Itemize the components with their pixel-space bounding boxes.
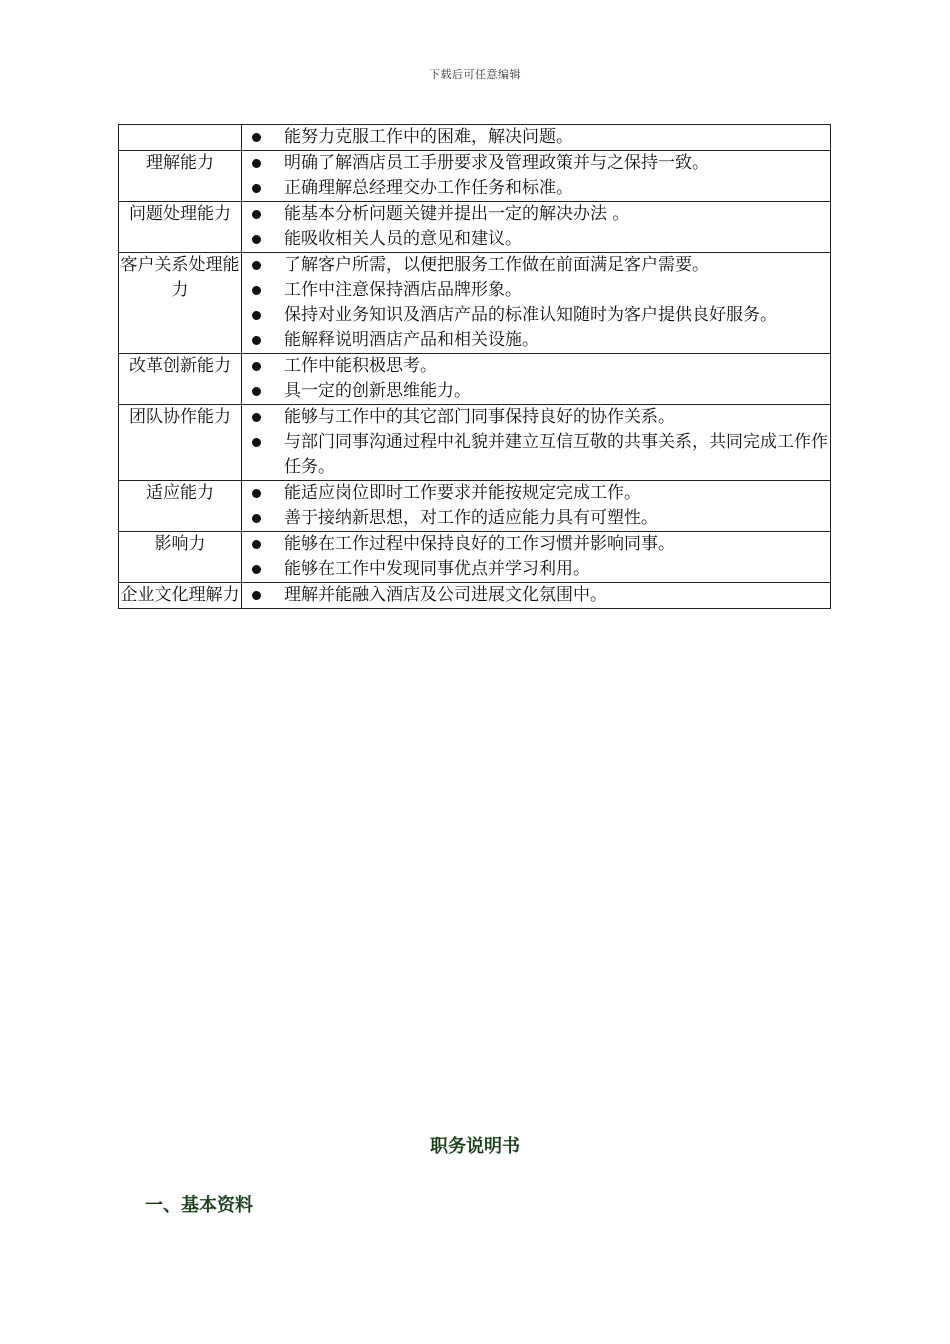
bullet-icon	[252, 362, 261, 371]
bullet-icon	[252, 413, 261, 422]
bullet-list	[242, 405, 830, 480]
bullet-icon	[252, 438, 261, 447]
competency-row	[119, 583, 831, 609]
competency-items	[242, 125, 831, 151]
competency-label: 理解能力	[119, 151, 242, 202]
competency-row	[119, 125, 831, 151]
list-item-text: 能吸收相关人员的意见和建议。	[284, 229, 522, 249]
competency-row	[119, 481, 831, 532]
bullet-list	[242, 583, 830, 608]
bullet-icon	[252, 159, 261, 168]
competency-items	[242, 151, 831, 202]
bullet-list	[242, 253, 830, 353]
list-item-text: 具一定的创新思维能力。	[284, 381, 471, 401]
competency-items	[242, 405, 831, 481]
list-item	[242, 405, 830, 430]
list-item	[242, 125, 830, 150]
list-item	[242, 557, 830, 582]
bullet-icon	[252, 489, 261, 498]
bullet-icon	[252, 514, 261, 523]
competency-items	[242, 481, 831, 532]
list-item-text: 工作中注意保持酒店品牌形象。	[284, 280, 522, 300]
competency-label: 客户关系处理能力	[119, 253, 242, 354]
list-item	[242, 328, 830, 353]
list-item	[242, 227, 830, 252]
competency-items	[242, 202, 831, 253]
header-note: 下载后可任意编辑	[429, 68, 521, 81]
bullet-icon	[252, 133, 261, 142]
bullet-icon	[252, 565, 261, 574]
competency-label: 改革创新能力	[119, 354, 242, 405]
bullet-icon	[252, 540, 261, 549]
competency-row	[119, 354, 831, 405]
competency-items	[242, 583, 831, 609]
list-item-text: 明确了解酒店员工手册要求及管理政策并与之保持一致。	[284, 153, 709, 173]
list-item	[242, 379, 830, 404]
bullet-list	[242, 532, 830, 582]
list-item	[242, 176, 830, 201]
bullet-icon	[252, 336, 261, 345]
list-item	[242, 481, 830, 506]
list-item-text: 能够与工作中的其它部门同事保持良好的协作关系。	[284, 407, 675, 427]
competency-label: 适应能力	[119, 481, 242, 532]
list-item-text: 能基本分析问题关键并提出一定的解决办法 。	[284, 204, 630, 224]
list-item	[242, 253, 830, 278]
bullet-list	[242, 354, 830, 404]
competency-label: 团队协作能力	[119, 405, 242, 481]
list-item-text: 理解并能融入酒店及公司进展文化氛围中。	[284, 585, 607, 605]
list-item-text: 正确理解总经理交办工作任务和标准。	[284, 178, 573, 198]
list-item	[242, 278, 830, 303]
bullet-icon	[252, 261, 261, 270]
list-item	[242, 202, 830, 227]
list-item	[242, 532, 830, 557]
bullet-list	[242, 151, 830, 201]
list-item	[242, 303, 830, 328]
list-item	[242, 151, 830, 176]
bullet-icon	[252, 387, 261, 396]
list-item-text: 善于接纳新思想，对工作的适应能力具有可塑性。	[284, 508, 658, 528]
list-item-text: 能解释说明酒店产品和相关设施。	[284, 330, 539, 350]
bullet-icon	[252, 286, 261, 295]
list-item-text: 了解客户所需，以便把服务工作做在前面满足客户需要。	[284, 255, 709, 275]
list-item-text: 工作中能积极思考。	[284, 356, 437, 376]
bullet-list	[242, 481, 830, 531]
competency-label: 问题处理能力	[119, 202, 242, 253]
list-item-text: 能够在工作过程中保持良好的工作习惯并影响同事。	[284, 534, 675, 554]
competency-row	[119, 202, 831, 253]
section-heading: 一、基本资料	[145, 1195, 253, 1216]
competency-row	[119, 151, 831, 202]
bullet-icon	[252, 235, 261, 244]
bullet-list	[242, 202, 830, 252]
list-item-text: 保持对业务知识及酒店产品的标准认知随时为客户提供良好服务。	[284, 305, 777, 325]
list-item-text: 与部门同事沟通过程中礼貌并建立互信互敬的共事关系，共同完成工作作任务。	[284, 432, 828, 477]
bullet-icon	[252, 210, 261, 219]
competency-row	[119, 253, 831, 354]
competency-row	[119, 532, 831, 583]
document-title: 职务说明书	[430, 1136, 520, 1157]
list-item	[242, 354, 830, 379]
competency-label: 影响力	[119, 532, 242, 583]
bullet-icon	[252, 591, 261, 600]
competency-items	[242, 532, 831, 583]
competency-label	[119, 125, 242, 151]
bullet-icon	[252, 311, 261, 320]
bullet-list	[242, 125, 830, 150]
competency-table	[118, 124, 831, 609]
list-item	[242, 430, 830, 480]
list-item	[242, 506, 830, 531]
bullet-icon	[252, 184, 261, 193]
list-item-text: 能努力克服工作中的困难，解决问题。	[284, 127, 573, 147]
competency-items	[242, 253, 831, 354]
list-item	[242, 583, 830, 608]
competency-label: 企业文化理解力	[119, 583, 242, 609]
competency-items	[242, 354, 831, 405]
list-item-text: 能适应岗位即时工作要求并能按规定完成工作。	[284, 483, 641, 503]
competency-row	[119, 405, 831, 481]
list-item-text: 能够在工作中发现同事优点并学习利用。	[284, 559, 590, 579]
